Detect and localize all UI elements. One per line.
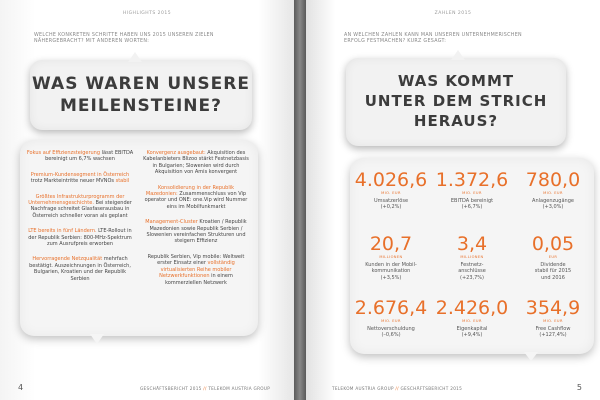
intro-text: WELCHE KONKRETEN SCHRITTE HABEN UNS 2015 UNSEREN ZIELEN NÄHERGEBRACHT? MIT ANDEREN WORTEN: xyxy=(34,33,214,45)
milestone-text: Zusammenschluss von Vip operator und ONE: one.Vip wird Nummer eins im Mobilfunkmarkt xyxy=(144,191,248,210)
milestone-item xyxy=(142,185,250,211)
headline-line-2: UNTER DEM STRICH xyxy=(364,92,548,110)
kpi-unit: MIO. EUR xyxy=(543,191,563,195)
kpi-label: EBITDA bereinigt (+6,7%) xyxy=(450,198,494,211)
bubble-tail xyxy=(451,50,465,60)
kpi-item xyxy=(514,170,592,211)
milestone-item xyxy=(26,150,134,163)
page-number: 5 xyxy=(576,383,582,392)
milestone-highlight: vollständig virtualisierten Reihe mobiler Netzwerkfunktionen xyxy=(159,260,235,280)
kpi-unit: MIO. EUR xyxy=(543,319,563,323)
bubble-tail xyxy=(128,52,142,62)
headline-line-3: HERAUS? xyxy=(413,112,499,130)
panel-tail xyxy=(90,334,104,344)
milestone-item xyxy=(142,219,250,245)
kpi-unit: MIO. EUR xyxy=(381,191,401,195)
milestone-text: mehrfach bestätigt. Auszeichnungen in Österreich, Bulgarien, Kroatien und der Republik Serbien xyxy=(29,256,131,282)
milestone-item xyxy=(26,194,134,220)
kpi-value: 780,0 xyxy=(525,169,581,191)
page-number: 4 xyxy=(18,383,24,392)
footer-report: GESCHÄFTSBERICHT 2015 xyxy=(140,386,202,391)
kpi-value: 0,05 xyxy=(531,233,575,255)
kpi-value: 2.676,4 xyxy=(354,297,428,319)
kpi-panel xyxy=(350,158,594,354)
milestone-item xyxy=(26,172,134,185)
footer-text xyxy=(332,386,462,391)
milestone-highlight: Fokus auf Effizienzsteigerung xyxy=(26,150,101,156)
milestone-highlight: Premium-Kundensegment in Österreich xyxy=(30,171,130,178)
kpi-label: Eigenkapital (+9,4%) xyxy=(456,326,488,339)
milestone-item xyxy=(142,254,250,286)
kpi-unit: MILLIONEN xyxy=(379,255,403,259)
kpi-value: 20,7 xyxy=(369,233,413,255)
milestone-text: Bei steigender Nachfrage schreitet Glasfaserausbau in Österreich schneller voran als geplant xyxy=(30,200,132,219)
footer-slash: // xyxy=(203,386,209,391)
kpi-label: Umsatzerlöse (+0,2%) xyxy=(373,198,409,211)
kpi-label: Kunden in der Mobil- kommunikation (+3,5%) xyxy=(365,262,417,281)
section-label: HIGHLIGHTS 2015 xyxy=(122,11,172,16)
kpi-value: 3,4 xyxy=(456,233,488,255)
kpi-value: 1.372,6 xyxy=(435,169,509,191)
kpi-unit: MIO. EUR xyxy=(462,319,482,323)
kpi-item xyxy=(352,298,430,339)
kpi-unit: MIO. EUR xyxy=(462,191,482,195)
milestone-highlight: LTE bereits in fünf Ländern. xyxy=(28,228,97,235)
kpi-label: Free Cashflow (+127,4%) xyxy=(535,326,571,339)
kpi-item xyxy=(352,170,430,211)
milestone-text: Kroatien / Republik Mazedonien sowie Republik Serbien / Slowenien vereinfachen Strukturen und steigern Effizienz xyxy=(146,219,247,245)
kpi-item xyxy=(352,234,430,281)
milestone-text: trotz Markteintritte neuer MVNOs xyxy=(30,178,116,185)
intro-text: AN WELCHEN ZAHLEN KANN MAN UNSEREN UNTERNEHMERISCHEN ERFOLG FESTMACHEN? KURZ GESAGT: xyxy=(344,33,522,45)
milestones-panel xyxy=(20,140,258,336)
kpi-label: Nettoverschuldung (–0,6%) xyxy=(367,326,415,339)
milestone-text: Akquisition des Kabelanbieters Blizoo stärkt Festnetzbasis in Bulgarien; Slowenien wird durch Akquisition von Amis konvergent xyxy=(143,150,249,176)
kpi-unit: MILLIONEN xyxy=(460,255,484,259)
kpi-label: Festnetz- anschlüsse (+23,7%) xyxy=(458,262,486,281)
milestones-column-1 xyxy=(26,150,134,291)
kpi-label: Dividende stabil für 2015 und 2016 xyxy=(534,262,572,281)
kpi-item xyxy=(514,234,592,281)
kpi-value: 2.426,0 xyxy=(435,297,509,319)
footer-slash: // xyxy=(395,386,401,391)
milestone-text: lässt EBITDA bereinigt um 6,7% wachsen xyxy=(45,150,134,163)
headline-line-1: WAS WAREN UNSERE xyxy=(32,74,250,94)
left-page xyxy=(0,0,294,400)
headline-bubble xyxy=(30,60,252,130)
kpi-value: 4.026,6 xyxy=(354,169,428,191)
book-gutter xyxy=(294,0,306,400)
kpi-item xyxy=(433,234,511,281)
headline-line-1: WAS KOMMT xyxy=(397,72,515,90)
kpi-item xyxy=(514,298,592,339)
footer-company: TELEKOM AUSTRIA GROUP xyxy=(208,386,271,391)
milestone-text: in einem kommerziellen Netzwerk xyxy=(165,273,233,286)
milestone-item xyxy=(26,228,134,247)
milestone-text: LTE-Rollout in der Republik Serbien: 800-MHz-Spektrum zum Ausrufpreis erworben xyxy=(28,228,132,248)
footer-text xyxy=(140,386,270,391)
milestone-highlight: Konvergenz ausgebaut: xyxy=(146,150,206,156)
milestone-highlight: Hervorragende Netzqualität xyxy=(32,256,103,263)
kpi-unit: MIO. EUR xyxy=(381,319,401,323)
milestone-highlight: stabil xyxy=(115,178,130,185)
milestone-item xyxy=(142,150,250,176)
headline-line-2: MEILENSTEINE? xyxy=(59,96,222,116)
kpi-value: 354,9 xyxy=(525,297,581,319)
milestone-highlight: Management-Cluster xyxy=(145,219,198,226)
panel-tail xyxy=(524,352,538,361)
milestone-highlight: Größtes Infrastrukturprogramm der Unternehmensgeschichte. xyxy=(28,193,125,207)
milestone-item xyxy=(26,256,134,282)
milestone-text: Republik Serbien, Vip mobile: Weltweit erster Einsatz einer xyxy=(147,253,245,267)
right-page xyxy=(306,0,600,400)
footer-company: TELEKOM AUSTRIA GROUP xyxy=(332,386,394,391)
kpi-item xyxy=(433,170,511,211)
kpi-item xyxy=(433,298,511,339)
footer-report: GESCHÄFTSBERICHT 2015 xyxy=(400,386,463,391)
kpi-unit: EUR xyxy=(548,255,558,259)
milestones-column-2 xyxy=(142,150,250,295)
kpi-label: Anlagenzugänge (+3,0%) xyxy=(532,198,574,211)
milestone-highlight: Konsolidierung in der Republik Mazedonien: xyxy=(145,184,235,198)
section-label: ZAHLEN 2015 xyxy=(434,11,472,16)
